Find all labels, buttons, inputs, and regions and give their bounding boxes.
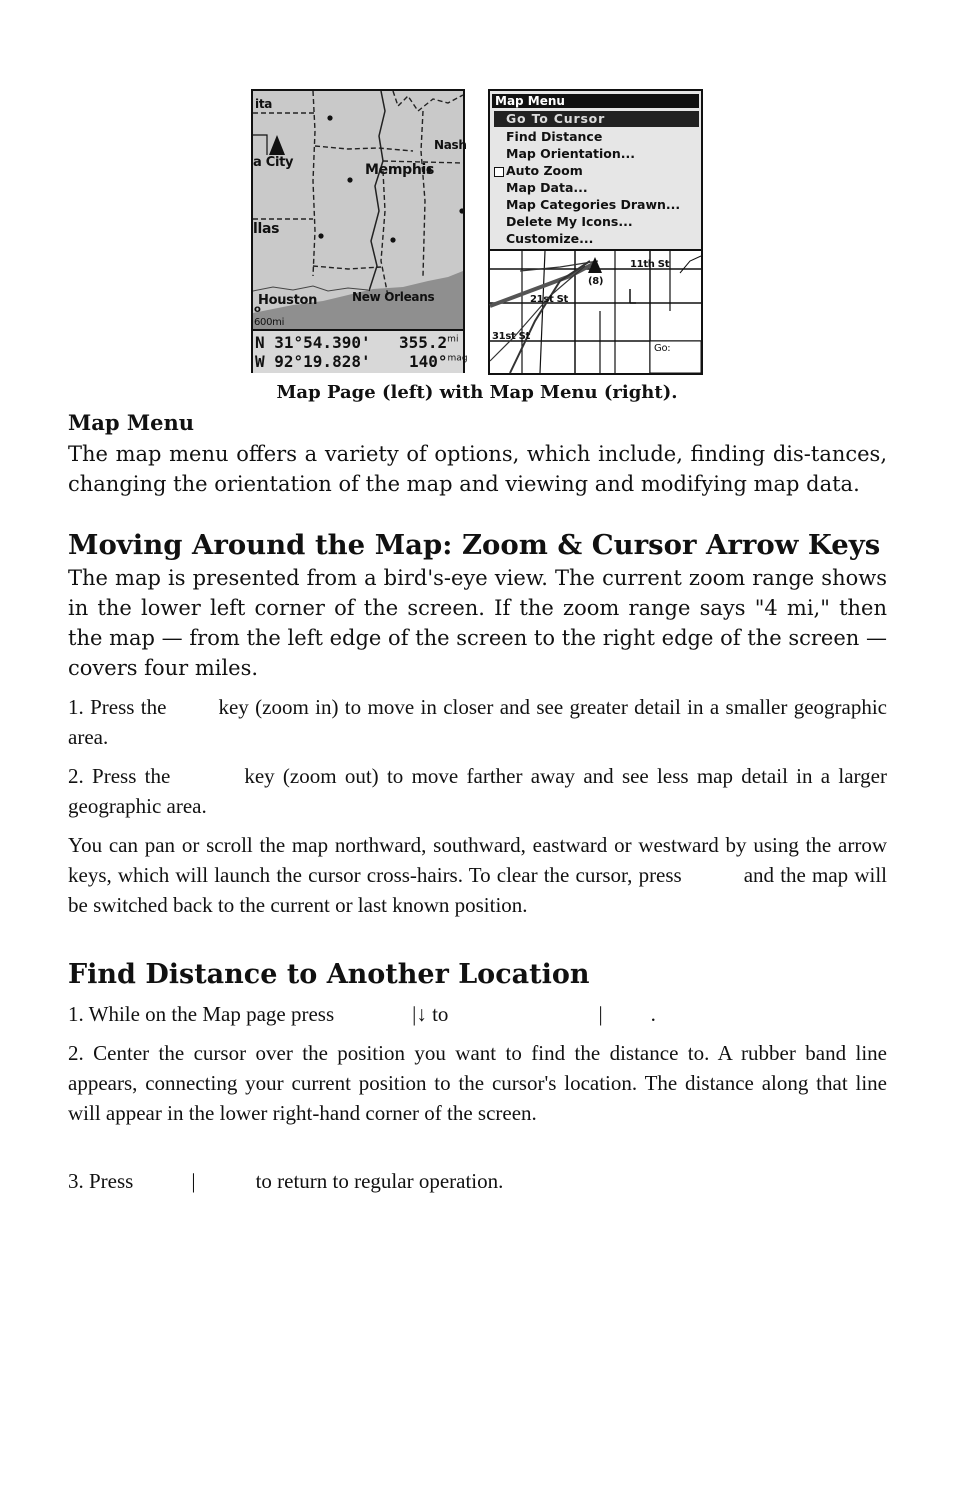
find-step-1-to: |↓ to (412, 1002, 449, 1026)
street-label-11th: 11th St (630, 259, 670, 270)
find-distance-heading: Find Distance to Another Location (68, 959, 590, 990)
longitude-row (255, 352, 468, 371)
street-label-21st: 21st St (530, 294, 569, 305)
map-label-dallas: llas (253, 221, 280, 237)
figure-map-screens (251, 89, 703, 375)
map-page-screen (251, 89, 468, 373)
find-step-1-lead: 1. While on the Map page press (68, 1002, 335, 1026)
latitude-value: N 31°54.390' (255, 333, 371, 352)
latitude-row (255, 333, 459, 352)
heading-unit: mag (447, 353, 468, 364)
menu-item-go-to-cursor[interactable]: Go To Cursor (494, 111, 699, 127)
step-zoom-in-text: key (zoom in) to move in closer and see greater detail in a smaller geographic area. (68, 695, 887, 749)
pan-text-b: and the map will be switched back to the current or last known position. (68, 863, 887, 917)
heading-readout (409, 352, 468, 371)
position-readout (253, 329, 468, 373)
map-label-o: o (254, 304, 261, 315)
goto-readout-label: Go: (654, 343, 671, 354)
map-label-ita: ita (255, 97, 273, 111)
speed-readout (399, 333, 458, 352)
menu-item-delete-icons[interactable]: Delete My Icons... (506, 214, 633, 229)
menu-item-customize[interactable]: Customize... (506, 231, 594, 246)
find-step-1-end: . (650, 1002, 656, 1026)
step-zoom-out-lead: 2. Press the (68, 764, 171, 788)
longitude-value: W 92°19.828' (255, 352, 371, 371)
map-label-nash: Nash (434, 138, 467, 152)
map-label-houston: Houston (258, 293, 318, 308)
street-label-31st: 31st St (492, 331, 531, 342)
auto-zoom-checkbox[interactable] (494, 167, 504, 177)
pan-text-a: You can pan or scroll the map northward, southward, eastward or westward by using the arrow keys, which will launch the cursor cross-hairs. To clear the cursor, press (68, 833, 887, 887)
moving-paragraph: The map is presented from a bird's-eye view. The current zoom range shows in the lower left corner of the screen. If the zoom range says "4 mi," then the map — from the left edge of the screen to the right edge of the screen — covers four miles. (68, 566, 887, 680)
auto-zoom-label: Auto Zoom (506, 163, 583, 178)
step-zoom-in-lead: 1. Press the (68, 695, 167, 719)
find-step-1-sep: | (598, 1002, 603, 1026)
menu-item-map-orientation[interactable]: Map Orientation... (506, 146, 636, 161)
route-label-8: (8) (588, 276, 604, 287)
map-label-city: a City (253, 155, 294, 170)
pan-paragraph (68, 830, 887, 920)
menu-item-find-distance[interactable]: Find Distance (506, 129, 603, 144)
step-zoom-out-text: key (zoom out) to move farther away and see less map detail in a larger geographic area. (68, 764, 887, 818)
map-menu-title: Map Menu (492, 94, 699, 108)
step-zoom-in (68, 692, 887, 752)
find-step-3-lead: 3. Press (68, 1169, 134, 1193)
menu-item-map-categories[interactable]: Map Categories Drawn... (506, 197, 681, 212)
map-menu-heading: Map Menu (68, 410, 194, 435)
find-step-3-sep: | (191, 1169, 196, 1193)
speed-value: 355.2 (399, 333, 448, 352)
map-menu-popup (490, 91, 701, 251)
map-menu-paragraph: The map menu offers a variety of options, which include, finding dis-tances, changing the orientation of the map and viewing and modifying map data. (68, 442, 887, 496)
map-label-new-orleans: New Orleans (352, 290, 435, 304)
heading-value: 140° (409, 352, 448, 371)
zoom-range-label: 600mi (254, 317, 285, 328)
speed-unit: mi (447, 334, 459, 345)
find-step-3-text: to return to regular operation. (255, 1169, 504, 1193)
map-menu-screen (488, 89, 703, 375)
step-zoom-out (68, 761, 887, 821)
find-step-3 (68, 1166, 887, 1196)
menu-item-auto-zoom[interactable] (494, 163, 699, 179)
map-label-memphis: Memphis (365, 162, 435, 178)
moving-heading: Moving Around the Map: Zoom & Cursor Arrow Keys (68, 529, 881, 561)
find-step-1 (68, 999, 887, 1029)
find-step-2: 2. Center the cursor over the position you want to find the distance to. A rubber band line appears, connecting your current position to the cursor's location. The distance along that line will appear in the lower right-hand corner of the screen. (68, 1041, 887, 1125)
menu-item-map-data[interactable]: Map Data... (506, 180, 588, 195)
figure-caption: Map Page (left) with Map Menu (right). (276, 382, 678, 403)
